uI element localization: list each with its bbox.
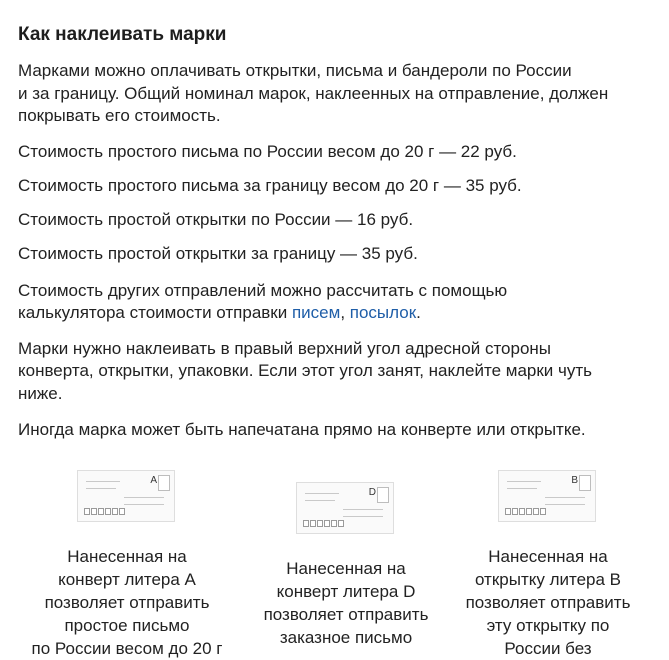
placement-line-3: ниже. bbox=[18, 384, 63, 403]
price-postcard-russia: Стоимость простой открытки по России — 16 руб. bbox=[18, 210, 414, 229]
calc-prefix: калькулятора стоимости отправки bbox=[18, 303, 292, 322]
intro-line-1: Марками можно оплачивать открытки, письма и бандероли по России bbox=[18, 61, 572, 80]
price-letter-russia: Стоимость простого письма по России весом до 20 г — 22 руб. bbox=[18, 142, 517, 161]
stamp-box-icon bbox=[158, 475, 170, 491]
stamp-letter-a: A bbox=[150, 475, 157, 486]
postcard-icon bbox=[498, 470, 596, 522]
calc-separator: , bbox=[340, 303, 350, 322]
stamp-letter-b: B bbox=[571, 475, 578, 486]
envelope-a-image bbox=[77, 470, 177, 522]
envelope-icon bbox=[296, 482, 394, 534]
card-letter-a bbox=[27, 470, 227, 660]
intro-line-3: покрывать его стоимость. bbox=[18, 106, 221, 125]
page-title: Как наклеивать марки bbox=[18, 24, 227, 45]
envelope-icon bbox=[77, 470, 175, 522]
price-letter-abroad: Стоимость простого письма за границу весом до 20 г — 35 руб. bbox=[18, 176, 522, 195]
printed-stamp-note: Иногда марка может быть напечатана прямо на конверте или открытке. bbox=[18, 420, 586, 439]
placement-line-2: конверта, открытки, упаковки. Если этот угол занят, наклейте марки чуть bbox=[18, 361, 593, 380]
envelope-d-image bbox=[296, 482, 396, 534]
calc-line-1: Стоимость других отправлений можно рассчитать с помощью bbox=[18, 281, 508, 300]
card-b-caption: Нанесенная на открытку литера В позволяет отправить эту открытку по России без bbox=[465, 547, 631, 658]
card-a-caption: Нанесенная на конверт литера А позволяет отправить простое письмо по России весом до 20 г bbox=[31, 547, 223, 658]
calc-line-2 bbox=[18, 302, 658, 325]
stamp-box-icon bbox=[579, 475, 591, 491]
price-postcard-abroad: Стоимость простой открытки за границу — 35 руб. bbox=[18, 244, 418, 263]
postcard-b-image bbox=[498, 470, 598, 522]
calc-end: . bbox=[416, 303, 421, 322]
card-letter-b bbox=[448, 470, 648, 660]
intro-line-2: и за границу. Общий номинал марок, наклеенных на отправление, должен bbox=[18, 84, 609, 103]
card-d-caption: Нанесенная на конверт литера D позволяет отправить заказное письмо bbox=[263, 559, 429, 647]
stamp-examples bbox=[0, 470, 669, 658]
card-letter-d bbox=[246, 470, 446, 649]
letters-calculator-link[interactable]: писем bbox=[291, 303, 341, 322]
stamp-letter-d: D bbox=[368, 487, 376, 498]
parcels-calculator-link[interactable]: посылок bbox=[349, 303, 417, 322]
stamp-box-icon bbox=[377, 487, 389, 503]
placement-line-1: Марки нужно наклеивать в правый верхний угол адресной стороны bbox=[18, 339, 552, 358]
